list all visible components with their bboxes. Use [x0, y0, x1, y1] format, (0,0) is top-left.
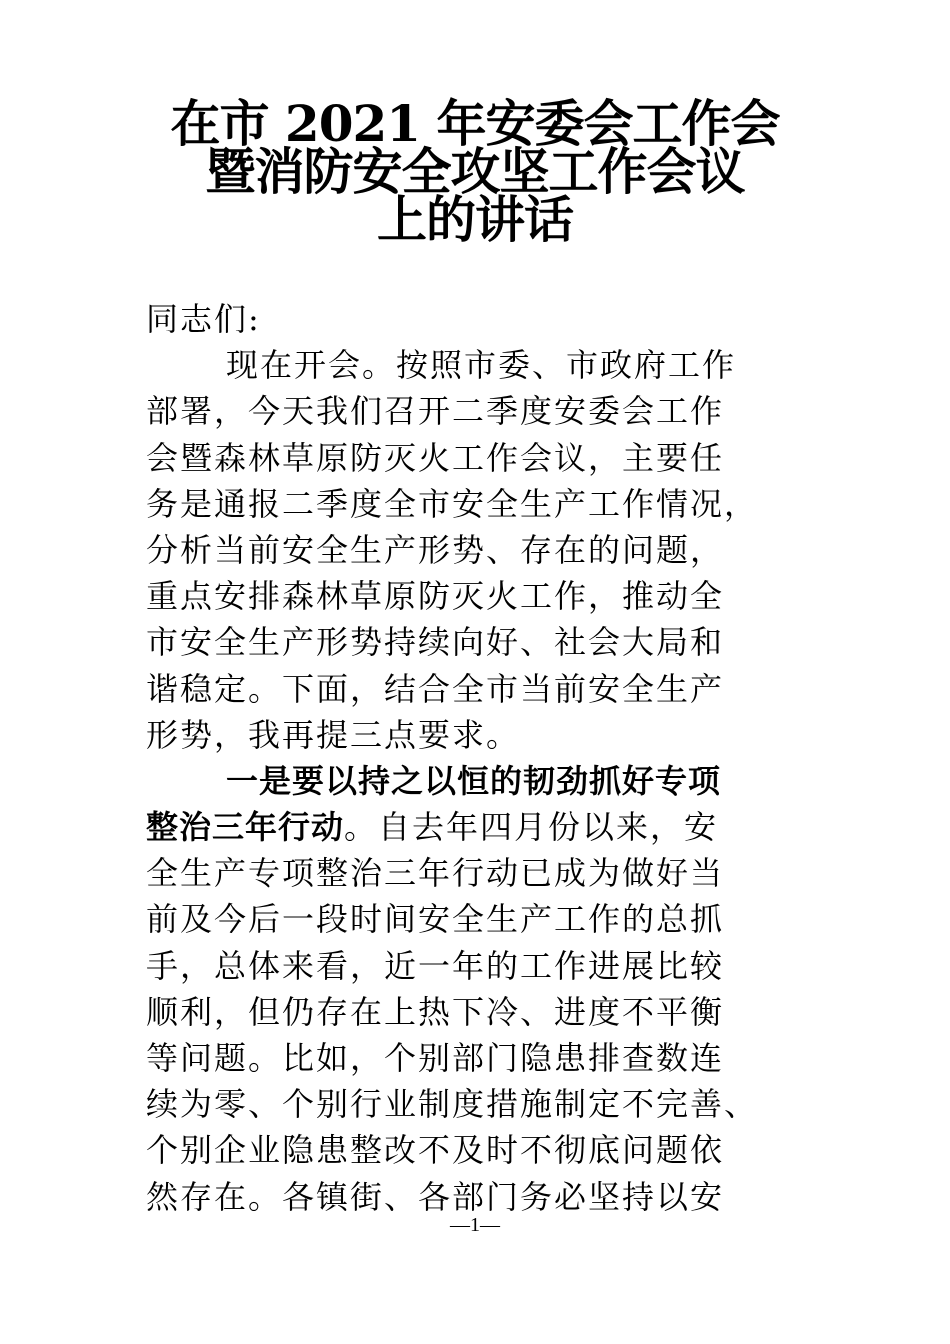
- paragraph-line: 前及今后一段时间安全生产工作的总抓: [146, 900, 725, 939]
- section-heading-line: 一是要以持之以恒的韧劲抓好专项: [226, 761, 722, 800]
- paragraph-line: 市安全生产形势持续向好、社会大局和: [146, 623, 725, 662]
- paragraph-text: 。自去年四月份以来，安: [344, 808, 719, 847]
- paragraph-line: 全生产专项整治三年行动已成为做好当: [146, 854, 725, 893]
- paragraph-line: 等问题。比如，个别部门隐患排查数连: [146, 1039, 725, 1077]
- paragraph-line: 谐稳定。下面，结合全市当前安全生产: [146, 669, 725, 708]
- paragraph-line: 分析当前安全生产形势、存在的问题，: [146, 530, 725, 569]
- paragraph-line: 现在开会。按照市委、市政府工作: [226, 346, 737, 385]
- paragraph-line: 形势，我再提三点要求。: [146, 715, 521, 754]
- document-title: [120, 94, 830, 249]
- paragraph-line: [146, 804, 816, 850]
- salutation: 同志们:: [146, 300, 261, 338]
- paragraph-line: 然存在。各镇街、各部门务必坚持以安: [146, 1177, 725, 1216]
- paragraph-line: 务是通报二季度全市安全生产工作情况，: [146, 484, 759, 523]
- paragraph-line: 顺利，但仍存在上热下冷、进度不平衡: [146, 992, 725, 1031]
- paragraph-line: 重点安排森林草原防灭火工作，推动全: [146, 577, 725, 616]
- title-line-2: 暨消防安全攻坚工作会议: [205, 142, 745, 201]
- paragraph-line: 部署，今天我们召开二季度安委会工作: [146, 392, 725, 431]
- title-line-1: 在市 2021 年安委会工作会: [170, 94, 780, 153]
- section-heading-continuation: 整治三年行动: [146, 808, 345, 847]
- page-number: —1—: [450, 1214, 500, 1236]
- title-line-3: 上的讲话: [377, 190, 573, 249]
- paragraph-line: 手，总体来看，近一年的工作进展比较: [146, 946, 725, 985]
- paragraph-line: 会暨森林草原防灭火工作会议，主要任: [146, 438, 725, 477]
- paragraph-line: 续为零、个别行业制度措施制定不完善、: [146, 1085, 759, 1124]
- paragraph-line: 个别企业隐患整改不及时不彻底问题依: [146, 1131, 725, 1170]
- document-body: [146, 296, 816, 1220]
